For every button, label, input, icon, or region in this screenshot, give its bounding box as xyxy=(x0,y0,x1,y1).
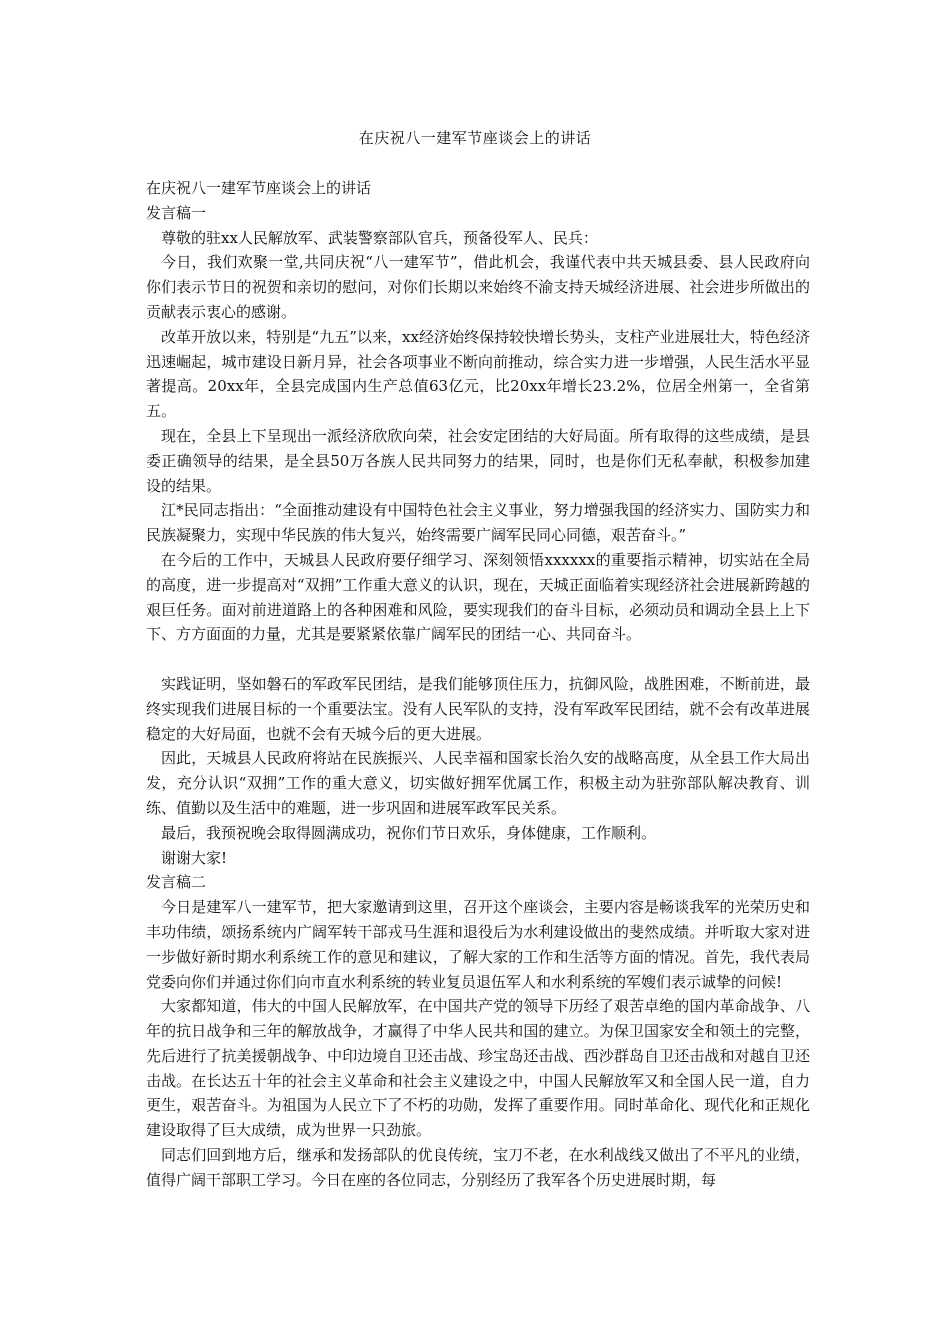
body-title: 在庆祝八一建军节座谈会上的讲话 xyxy=(146,179,372,197)
paragraph: 因此，天城县人民政府将站在民族振兴、人民幸福和国家长治久安的战略高度，从全县工作大局出发，充分认识“双拥”工作的重大意义，切实做好拥军优属工作，积极主动为驻弥部队解决教育、训练、值勤以及生活中的难题，进一步巩固和进展军政军民关系。 xyxy=(146,749,810,817)
paragraph: 尊敬的驻xx人民解放军、武装警察部队官兵，预备役军人、民兵： xyxy=(161,228,598,247)
section-heading-2: 发言稿二 xyxy=(146,873,207,892)
paragraph: 大家都知道，伟大的中国人民解放军，在中国共产党的领导下历经了艰苦卓绝的国内革命战争、八年的抗日战争和三年的解放战争，才赢得了中华人民共和国的建立。为保卫国家安全和领土的完整，先后进行了抗美援朝战争、中印边境自卫还击战、珍宝岛还击战、西沙群岛自卫还击战和对越自卫还击战。在长达五十年的社会主义革命和社会主义建设之中，中国人民解放军又和全国人民一道，自力更生，艰苦奋斗。为祖国为人民立下了不朽的功勋，发挥了重要作用。同时革命化、现代化和正规化建设取得了巨大成绩，成为世界一只劲旅。 xyxy=(146,997,810,1140)
paragraph: 今日，我们欢聚一堂,共同庆祝“八一建军节”，借此机会，我谨代表中共天城县委、县人民政府向你们表示节日的祝贺和亲切的慰问，对你们长期以来始终不渝支持天城经济进展、社会进步所做出的贡献表示衷心的感谢。 xyxy=(146,253,810,321)
paragraph: 改革开放以来，特别是“九五”以来，xx经济始终保持较快增长势头，支柱产业进展壮大，特色经济迅速崛起，城市建设日新月异，社会各项事业不断向前推动，综合实力进一步增强，人民生活水平显著提高。20xx年，全县完成国内生产总值63亿元，比20xx年增长23.2%，位居全州第一，全省第五。 xyxy=(146,327,810,421)
section-heading-1: 发言稿一 xyxy=(146,203,207,222)
paragraph: 谢谢大家! xyxy=(161,848,228,867)
paragraph: 在今后的工作中，天城县人民政府要仔细学习、深刻领悟xxxxxx的重要指示精神，切实站在全局的高度，进一步提高对“双拥”工作重大意义的认识，现在，天城正面临着实现经济社会进展新跨越的艰巨任务。面对前进道路上的各种困难和风险，要实现我们的奋斗目标，必须动员和调动全县上上下下、方方面面的力量，尤其是要紧紧依靠广阔军民的团结一心、共同奋斗。 xyxy=(146,550,810,644)
paragraph: 最后，我预祝晚会取得圆满成功，祝你们节日欢乐，身体健康，工作顺利。 xyxy=(161,823,657,842)
paragraph: 实践证明，坚如磐石的军政军民团结，是我们能够顶住压力，抗御风险，战胜困难，不断前进，最终实现我们进展目标的一个重要法宝。没有人民军队的支持，没有军政军民团结，就不会有改革进展稳定的大好局面，也就不会有天城今后的更大进展。 xyxy=(146,674,810,743)
document-body xyxy=(146,176,810,1193)
document-title: 在庆祝八一建军节座谈会上的讲话 xyxy=(358,129,592,147)
paragraph: 江*民同志指出：“全面推动建设有中国特色社会主义事业，努力增强我国的经济实力、国防实力和民族凝聚力，实现中华民族的伟大复兴，始终需要广阔军民同心同德，艰苦奋斗。” xyxy=(146,501,810,545)
paragraph: 现在，全县上下呈现出一派经济欣欣向荣，社会安定团结的大好局面。所有取得的这些成绩，是县委正确领导的结果，是全县50万各族人民共同努力的结果，同时，也是你们无私奉献，积极参加建设的结果。 xyxy=(146,426,810,495)
paragraph: 同志们回到地方后，继承和发扬部队的优良传统，宝刀不老，在水利战线又做出了不平凡的业绩，值得广阔干部职工学习。今日在座的各位同志，分别经历了我军各个历史进展时期，每 xyxy=(146,1146,810,1189)
paragraph: 今日是建军八一建军节，把大家邀请到这里，召开这个座谈会，主要内容是畅谈我军的光荣历史和丰功伟绩，颂扬系统内广阔军转干部戎马生涯和退役后为水利建设做出的斐然成绩。并听取大家对进一步做好新时期水利系统工作的意见和建议，了解大家的工作和生活等方面的情况。首先，我代表局党委向你们并通过你们向市直水利系统的转业复员退伍军人和水利系统的军嫂们表示诚挚的问候! xyxy=(146,898,810,991)
